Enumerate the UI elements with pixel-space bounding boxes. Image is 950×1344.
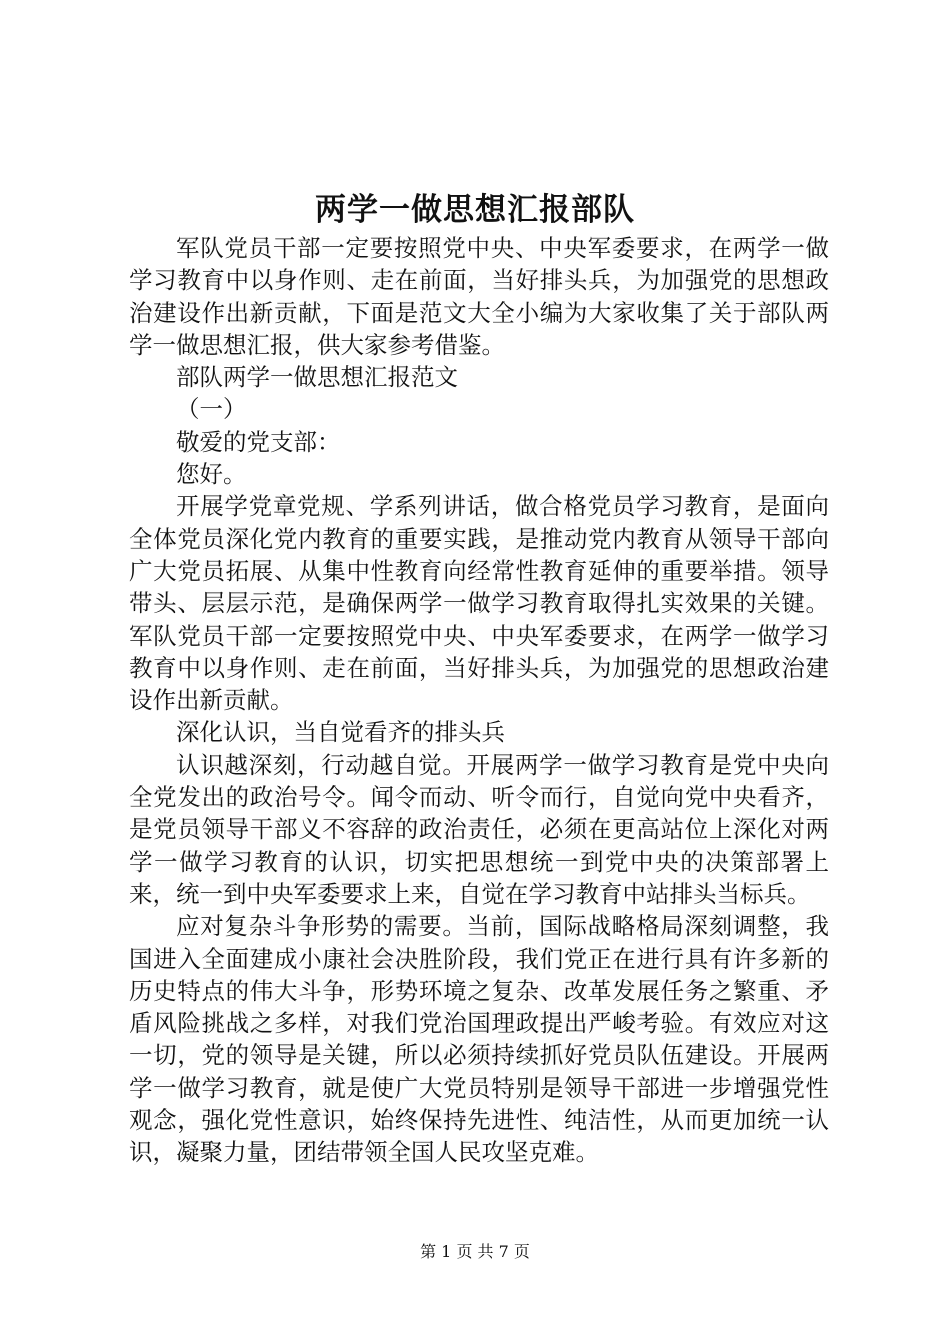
greeting: 您好。	[176, 460, 247, 489]
body-paragraph: 认识越深刻，行动越自觉。开展两学一做学习教育是党中央向全党发出的政治号令。闻令而动、听令而行，自觉向党中央看齐，是党员领导干部义不容辞的政治责任，必须在更高站位上深化对两学一做学习教育的认识，切实把思想统一到党中央的决策部署上来，统一到中央军委要求上来，自觉在学习教育中站排头当标兵。	[129, 750, 829, 908]
document-title: 两学一做思想汇报部队	[315, 192, 635, 228]
intro-paragraph: 军队党员干部一定要按照党中央、中央军委要求，在两学一做学习教育中以身作则、走在前面，当好排头兵，为加强党的思想政治建设作出新贡献，下面是范文大全小编为大家收集了关于部队两学一做思想汇报，供大家参考借鉴。	[129, 234, 829, 359]
section-heading: 部队两学一做思想汇报范文	[176, 363, 458, 392]
page-footer: 第 1 页 共 7 页	[420, 1242, 530, 1261]
part-number: （一）	[176, 395, 247, 424]
document-body	[129, 232, 829, 1169]
salutation: 敬爱的党支部：	[176, 427, 341, 456]
subheading: 深化认识，当自觉看齐的排头兵	[176, 718, 505, 747]
body-paragraph: 应对复杂斗争形势的需要。当前，国际战略格局深刻调整，我国进入全面建成小康社会决胜阶段，我们党正在进行具有许多新的历史特点的伟大斗争，形势环境之复杂、改革发展任务之繁重、矛盾风险挑战之多样，对我们党治国理政提出严峻考验。有效应对这一切，党的领导是关键，所以必须持续抓好党员队伍建设。开展两学一做学习教育，就是使广大党员特别是领导干部进一步增强党性观念，强化党性意识，始终保持先进性、纯洁性，从而更加统一认识，凝聚力量，团结带领全国人民攻坚克难。	[129, 912, 829, 1167]
body-paragraph: 开展学党章党规、学系列讲话，做合格党员学习教育，是面向全体党员深化党内教育的重要实践，是推动党内教育从领导干部向广大党员拓展、从集中性教育向经常性教育延伸的重要举措。领导带头、层层示范，是确保两学一做学习教育取得扎实效果的关键。军队党员干部一定要按照党中央、中央军委要求，在两学一做学习教育中以身作则、走在前面，当好排头兵，为加强党的思想政治建设作出新贡献。	[129, 492, 829, 715]
